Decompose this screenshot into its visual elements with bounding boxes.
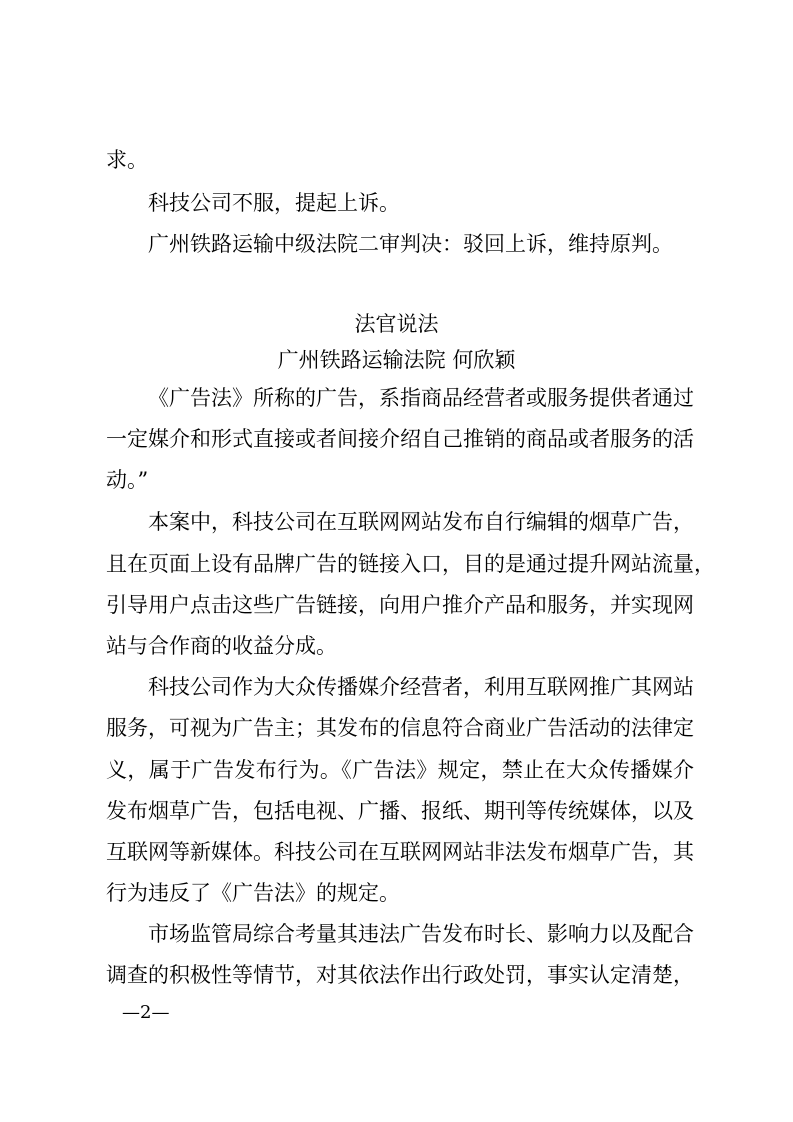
text-line: 求。 <box>106 148 148 172</box>
text-line: 本案中，科技公司在互联网网站发布自行编辑的烟草广告， <box>148 510 694 534</box>
text-line: 调查的积极性等情节，对其依法作出行政处罚，事实认定清楚， <box>106 963 694 987</box>
text-line: 广州铁路运输中级法院二审判决：驳回上诉，维持原判。 <box>148 232 673 256</box>
text-line: 《广告法》所称的广告，系指商品经营者或服务提供者通过 <box>148 386 694 410</box>
text-line: 科技公司不服，提起上诉。 <box>148 191 400 215</box>
section-author: 广州铁路运输法院 何欣颖 <box>277 348 516 372</box>
text-line: 服务，可视为广告主；其发布的信息符合商业广告活动的法律定 <box>106 716 694 740</box>
text-line: 行为违反了《广告法》的规定。 <box>106 881 400 905</box>
page-number: —2— <box>122 1002 170 1023</box>
text-line: 引导用户点击这些广告链接，向用户推介产品和服务，并实现网 <box>106 593 694 617</box>
text-line: 发布烟草广告，包括电视、广播、报纸、期刊等传统媒体，以及 <box>106 799 694 823</box>
section-title: 法官说法 <box>354 312 439 336</box>
text-line: 站与合作商的收益分成。 <box>106 634 337 658</box>
text-line: 一定媒介和形式直接或者间接介绍自己推销的商品或者服务的活 <box>106 427 694 451</box>
text-line: 市场监管局综合考量其违法广告发布时长、影响力以及配合 <box>148 922 694 946</box>
text-line: 动。” <box>106 468 149 492</box>
text-line: 且在页面上设有品牌广告的链接入口，目的是通过提升网站流量， <box>106 552 715 576</box>
text-line: 互联网等新媒体。科技公司在互联网网站非法发布烟草广告，其 <box>106 840 694 864</box>
text-line: 义，属于广告发布行为。《广告法》规定，禁止在大众传播媒介 <box>106 758 694 782</box>
text-line: 科技公司作为大众传播媒介经营者，利用互联网推广其网站 <box>148 675 694 699</box>
